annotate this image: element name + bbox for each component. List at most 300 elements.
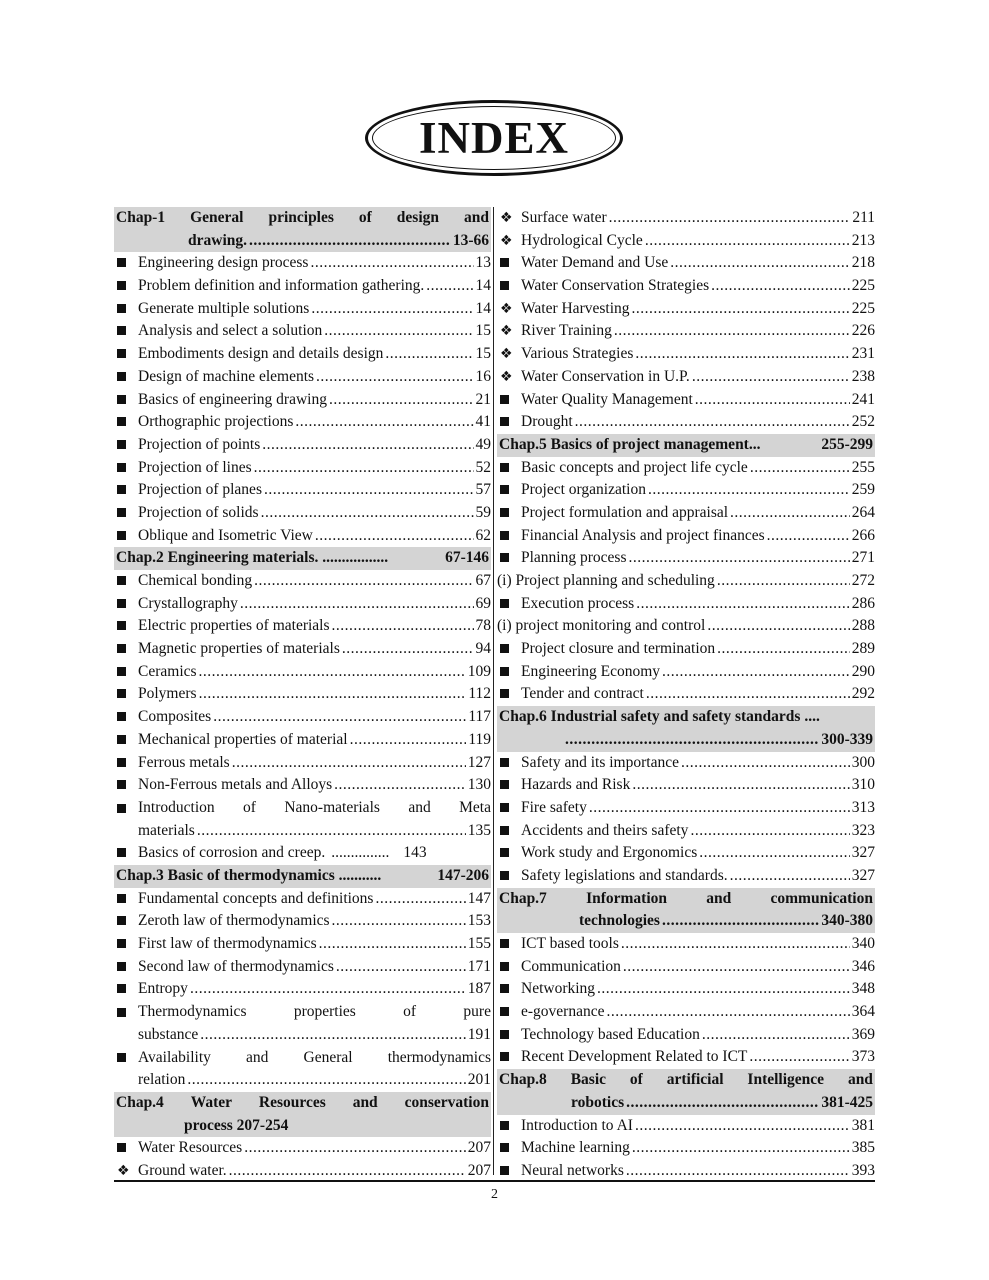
square-bullet-icon <box>114 667 138 676</box>
word: Nano-materials <box>284 798 380 816</box>
chapter-word: Chap.8 <box>499 1071 547 1089</box>
footer-rule <box>114 1180 875 1182</box>
item-page: 327 <box>851 866 875 884</box>
list-item <box>114 434 491 457</box>
chapter-page-range: 300-339 <box>821 730 873 748</box>
item-label: Water Conservation Strategies <box>521 277 710 295</box>
list-item <box>114 729 491 752</box>
list-item <box>114 797 491 842</box>
item-page: 264 <box>851 503 875 521</box>
list-item <box>114 411 491 434</box>
square-bullet-icon <box>497 258 521 267</box>
column-divider <box>493 207 494 1175</box>
square-bullet-icon <box>114 485 138 494</box>
list-item <box>114 320 491 343</box>
list-item <box>114 956 491 979</box>
square-bullet-icon <box>114 644 138 653</box>
item-label: Water Demand and Use <box>521 254 669 272</box>
list-item <box>114 389 491 412</box>
item-page: 373 <box>851 1048 875 1066</box>
item-label: Introduction to AI <box>521 1116 633 1134</box>
chapter-title-cont: robotics <box>571 1093 625 1111</box>
chapter-4-list-continued <box>497 207 875 434</box>
item-page: 255 <box>851 458 875 476</box>
chapter-word: and <box>847 1071 873 1089</box>
item-page: 369 <box>851 1025 875 1043</box>
list-item <box>497 207 875 230</box>
square-bullet-icon <box>114 304 138 313</box>
list-item <box>497 820 875 843</box>
item-label: Project organization <box>521 481 646 499</box>
item-label: Zeroth law of thermodynamics <box>138 912 330 930</box>
square-bullet-icon <box>114 621 138 630</box>
item-label: Ceramics <box>138 662 197 680</box>
chapter-title-cont: technologies <box>579 912 660 930</box>
item-page: 143 <box>403 844 427 862</box>
item-label: River Training <box>521 322 612 340</box>
list-item <box>497 547 875 570</box>
item-page: 213 <box>851 231 875 249</box>
item-page: 16 <box>475 367 491 385</box>
item-page: 289 <box>851 640 875 658</box>
item-label: Work study and Ergonomics <box>521 844 698 862</box>
chapter-word: Chap.7 <box>499 889 547 907</box>
list-item <box>497 593 875 616</box>
list-item <box>114 683 491 706</box>
item-page: 14 <box>475 299 491 317</box>
chapter-page-range: 67-146 <box>445 549 489 567</box>
item-page: 310 <box>851 776 875 794</box>
item-label: Execution process <box>521 594 635 612</box>
list-item <box>497 683 875 706</box>
list-item <box>114 502 491 525</box>
chapter-word: of <box>629 1071 643 1089</box>
list-item <box>497 479 875 502</box>
item-label: Orthographic projections <box>138 413 294 431</box>
item-page: 385 <box>851 1139 875 1157</box>
word: properties <box>293 1003 356 1021</box>
list-item <box>497 1024 875 1047</box>
chapter-word: Water <box>190 1093 233 1111</box>
item-page: 109 <box>467 662 491 680</box>
item-page: 290 <box>851 662 875 680</box>
square-bullet-icon <box>114 939 138 948</box>
square-bullet-icon <box>114 417 138 426</box>
item-page: 52 <box>475 458 491 476</box>
list-item <box>114 706 491 729</box>
item-page: 201 <box>467 1071 491 1089</box>
chapter-title: Chap.6 Industrial safety and safety standards .... <box>499 708 820 726</box>
diamond-bullet-icon: ❖ <box>500 300 513 317</box>
item-page: 112 <box>468 685 491 703</box>
item-label: Fundamental concepts and definitions <box>138 889 374 907</box>
square-bullet-icon <box>497 826 521 835</box>
item-label: Projection of solids <box>138 503 259 521</box>
item-page: 62 <box>475 526 491 544</box>
square-bullet-icon <box>114 894 138 903</box>
chapter-word: conservation <box>404 1093 489 1111</box>
item-page: 207 <box>467 1139 491 1157</box>
list-item <box>497 1001 875 1024</box>
square-bullet-icon <box>497 1166 521 1175</box>
item-page: 15 <box>475 322 491 340</box>
item-page: 364 <box>851 1003 875 1021</box>
list-item <box>497 1137 875 1160</box>
item-label: Embodiments design and details design <box>138 345 384 363</box>
item-label: Water Harvesting <box>521 299 630 317</box>
chapter-title: Chap.5 Basics of project management... <box>499 435 761 453</box>
item-label: ICT based tools <box>521 935 619 953</box>
item-label: Hazards and Risk <box>521 776 631 794</box>
item-page: 117 <box>468 708 491 726</box>
chapter-page-range: 13-66 <box>452 231 489 249</box>
item-page: 41 <box>475 413 491 431</box>
list-item <box>497 661 875 684</box>
leader-dots: ............... <box>331 844 390 862</box>
chapter-word: Basic <box>570 1071 607 1089</box>
chapter-title: Chap.2 Engineering materials. <box>116 549 319 567</box>
square-bullet-icon <box>497 485 521 494</box>
item-page: 153 <box>467 912 491 930</box>
chapter-title: Chap.3 Basic of thermodynamics <box>116 867 335 884</box>
item-label: Mechanical properties of material <box>138 730 348 748</box>
square-bullet-icon <box>114 1047 138 1070</box>
chapter-6-heading <box>497 706 875 751</box>
item-label: Various Strategies <box>521 345 634 363</box>
chapter-8-heading <box>497 1069 875 1114</box>
diamond-bullet-icon: ❖ <box>500 232 513 249</box>
list-item <box>497 978 875 1001</box>
list-item <box>497 570 875 593</box>
chapter-7-heading <box>497 888 875 933</box>
item-page: 313 <box>851 798 875 816</box>
word: of <box>403 1003 417 1021</box>
list-item <box>497 933 875 956</box>
list-item <box>497 502 875 525</box>
item-page: 187 <box>467 980 491 998</box>
item-page: 271 <box>851 549 875 567</box>
item-label: Non-Ferrous metals and Alloys <box>138 776 333 794</box>
item-label: Neural networks <box>521 1161 624 1179</box>
item-label: Projection of points <box>138 435 261 453</box>
item-page: 155 <box>467 935 491 953</box>
word: pure <box>463 1003 491 1021</box>
chapter-3-heading: Chap.3 Basic of thermodynamics ........... 147-206 <box>114 865 491 888</box>
list-item <box>114 978 491 1001</box>
word: of <box>243 798 256 816</box>
item-label: Project closure and termination <box>521 640 716 658</box>
chapter-page-range: 255-299 <box>821 435 873 453</box>
list-item <box>497 1046 875 1069</box>
word: Availability <box>138 1048 211 1066</box>
word: General <box>303 1048 353 1066</box>
square-bullet-icon <box>497 1007 521 1016</box>
chapter-title-cont: drawing. <box>188 231 247 249</box>
item-label: Basic concepts and project life cycle <box>521 458 748 476</box>
square-bullet-icon <box>497 939 521 948</box>
item-page: 327 <box>851 844 875 862</box>
square-bullet-icon <box>114 1143 138 1152</box>
chapter-1-heading <box>114 207 491 252</box>
item-label: (i) Project planning and scheduling <box>497 572 715 590</box>
square-bullet-icon <box>497 780 521 789</box>
item-label: Fire safety <box>521 798 587 816</box>
item-page: 69 <box>475 594 491 612</box>
list-item <box>114 842 491 865</box>
item-label: Electric properties of materials <box>138 617 330 635</box>
item-label: Magnetic properties of materials <box>138 640 340 658</box>
square-bullet-icon <box>114 531 138 540</box>
square-bullet-icon <box>497 599 521 608</box>
item-label: Accidents and theirs safety <box>521 821 689 839</box>
chapter-5-list <box>497 457 875 707</box>
item-label-cont: relation <box>138 1071 186 1089</box>
square-bullet-icon <box>114 984 138 993</box>
item-label: Water Quality Management <box>521 390 693 408</box>
item-page: 171 <box>467 957 491 975</box>
chapter-5-heading <box>497 434 875 457</box>
list-item <box>497 842 875 865</box>
item-label: Communication <box>521 957 621 975</box>
square-bullet-icon <box>114 463 138 472</box>
chapter-2-heading: Chap.2 Engineering materials. ................. 67-146 <box>114 547 491 570</box>
list-item <box>114 479 491 502</box>
item-label-cont: substance <box>138 1025 199 1043</box>
square-bullet-icon <box>114 349 138 358</box>
item-page: 300 <box>851 753 875 771</box>
list-item <box>497 956 875 979</box>
list-item <box>497 638 875 661</box>
item-label: (i) project monitoring and control <box>497 617 706 635</box>
list-item <box>497 774 875 797</box>
item-label: Machine learning <box>521 1139 630 1157</box>
diamond-bullet-icon: ❖ <box>500 346 513 363</box>
list-item <box>497 298 875 321</box>
square-bullet-icon <box>114 962 138 971</box>
list-item <box>497 252 875 275</box>
item-label: Projection of lines <box>138 458 252 476</box>
square-bullet-icon <box>497 803 521 812</box>
square-bullet-icon <box>114 689 138 698</box>
square-bullet-icon <box>497 962 521 971</box>
chapter-word: design <box>396 209 440 226</box>
item-page: 225 <box>851 277 875 295</box>
item-label: Surface water <box>521 209 607 226</box>
square-bullet-icon <box>114 735 138 744</box>
square-bullet-icon <box>114 281 138 290</box>
item-page: 211 <box>852 209 875 226</box>
item-label: Chemical bonding <box>138 572 253 590</box>
chapter-8-list <box>497 1115 875 1183</box>
word: Introduction <box>138 798 215 816</box>
chapter-word: Intelligence <box>747 1071 825 1089</box>
item-label: Planning process <box>521 549 627 567</box>
square-bullet-icon <box>497 508 521 517</box>
list-item <box>497 366 875 389</box>
item-label: Basics of engineering drawing <box>138 390 327 408</box>
page-title: INDEX <box>418 113 570 163</box>
item-label: Tender and contract <box>521 685 644 703</box>
index-title-badge <box>365 100 623 176</box>
list-item <box>114 638 491 661</box>
list-item <box>114 593 491 616</box>
item-label: Drought <box>521 413 573 431</box>
item-label: Problem definition and information gathering. <box>138 277 425 295</box>
item-page: 207 <box>467 1162 491 1180</box>
item-label: Analysis and select a solution <box>138 322 323 340</box>
item-label: Water Conservation in U.P. <box>521 367 690 385</box>
item-label: Technology based Education <box>521 1025 700 1043</box>
square-bullet-icon <box>114 848 138 857</box>
item-page: 191 <box>467 1025 491 1043</box>
item-label: Polymers <box>138 685 197 703</box>
chapter-word: artificial <box>666 1071 724 1089</box>
square-bullet-icon <box>114 258 138 267</box>
square-bullet-icon <box>497 984 521 993</box>
item-label: Engineering Economy <box>521 662 661 680</box>
list-item <box>497 797 875 820</box>
list-item <box>114 457 491 480</box>
list-item <box>497 389 875 412</box>
item-page: 393 <box>851 1161 875 1179</box>
list-item <box>114 933 491 956</box>
word: and <box>408 798 431 816</box>
item-page: 259 <box>851 481 875 499</box>
item-label: Ferrous metals <box>138 753 230 771</box>
square-bullet-icon <box>114 712 138 721</box>
chapter-word: and <box>706 889 732 907</box>
item-page: 127 <box>467 753 491 771</box>
square-bullet-icon <box>497 667 521 676</box>
chapter-word: Chap-1 <box>116 209 166 226</box>
item-page: 57 <box>475 481 491 499</box>
list-item <box>114 298 491 321</box>
item-label-cont: materials <box>138 821 195 839</box>
chapter-word: Chap.4 <box>116 1093 164 1111</box>
diamond-bullet-icon: ❖ <box>500 210 513 226</box>
page-number: 2 <box>491 1187 498 1202</box>
square-bullet-icon <box>114 372 138 381</box>
list-item <box>114 366 491 389</box>
list-item <box>114 570 491 593</box>
item-label: Composites <box>138 708 212 726</box>
list-item <box>497 320 875 343</box>
word: Meta <box>459 798 491 816</box>
square-bullet-icon <box>497 1052 521 1061</box>
list-item <box>114 774 491 797</box>
item-page: 226 <box>851 322 875 340</box>
item-page: 266 <box>851 526 875 544</box>
item-page: 135 <box>467 821 491 839</box>
list-item <box>114 752 491 775</box>
item-label: Water Resources <box>138 1139 243 1157</box>
chapter-word: General <box>190 209 244 226</box>
list-item <box>114 661 491 684</box>
square-bullet-icon <box>497 553 521 562</box>
list-item <box>114 1047 491 1092</box>
chapter-word: and <box>352 1093 378 1111</box>
item-page: 130 <box>467 776 491 794</box>
list-item <box>114 252 491 275</box>
item-page: 21 <box>475 390 491 408</box>
list-item <box>497 411 875 434</box>
item-label: Project formulation and appraisal <box>521 503 729 521</box>
item-page: 49 <box>475 435 491 453</box>
item-label: Second law of thermodynamics <box>138 957 334 975</box>
chapter-1-list <box>114 252 491 547</box>
square-bullet-icon <box>497 463 521 472</box>
square-bullet-icon <box>114 576 138 585</box>
square-bullet-icon <box>497 758 521 767</box>
item-page: 252 <box>851 413 875 431</box>
item-label: Safety legislations and standards. <box>521 866 728 884</box>
square-bullet-icon <box>114 758 138 767</box>
list-item <box>114 888 491 911</box>
item-page: 348 <box>851 980 875 998</box>
left-column <box>114 207 491 1183</box>
square-bullet-icon <box>497 644 521 653</box>
square-bullet-icon <box>497 848 521 857</box>
item-label: Financial Analysis and project finances <box>521 526 765 544</box>
item-page: 238 <box>851 367 875 385</box>
list-item <box>497 615 875 638</box>
item-page: 292 <box>851 685 875 703</box>
chapter-word: of <box>358 209 372 226</box>
item-page: 346 <box>851 957 875 975</box>
item-label: Safety and its importance <box>521 753 679 771</box>
word: and <box>246 1048 269 1066</box>
chapter-word: Information <box>586 889 668 907</box>
item-page: 241 <box>851 390 875 408</box>
list-item <box>497 1115 875 1138</box>
list-item <box>497 865 875 888</box>
square-bullet-icon <box>114 780 138 789</box>
chapter-word: principles <box>268 209 334 226</box>
item-page: 14 <box>475 277 491 295</box>
list-item <box>114 1137 491 1160</box>
right-column <box>497 207 875 1183</box>
chapter-word: communication <box>770 889 873 907</box>
word: Thermodynamics <box>138 1003 247 1021</box>
item-page: 323 <box>851 821 875 839</box>
chapter-page-range: 381-425 <box>821 1093 873 1111</box>
item-label: Crystallography <box>138 594 238 612</box>
list-item <box>497 752 875 775</box>
item-page: 218 <box>851 254 875 272</box>
item-label: Hydrological Cycle <box>521 231 643 249</box>
square-bullet-icon <box>114 440 138 449</box>
item-page: 225 <box>851 299 875 317</box>
word: thermodynamics <box>387 1048 491 1066</box>
item-page: 59 <box>475 503 491 521</box>
item-page: 286 <box>851 594 875 612</box>
list-item <box>114 343 491 366</box>
square-bullet-icon <box>497 871 521 880</box>
diamond-bullet-icon: ❖ <box>500 368 513 385</box>
list-item <box>497 525 875 548</box>
list-item <box>497 275 875 298</box>
square-bullet-icon <box>114 797 138 820</box>
item-label: Design of machine elements <box>138 367 315 385</box>
item-label: Engineering design process <box>138 254 309 272</box>
diamond-bullet-icon: ❖ <box>500 323 513 340</box>
item-page: 272 <box>851 572 875 590</box>
item-label: Entropy <box>138 980 188 998</box>
chapter-page-range: 340-380 <box>821 912 873 930</box>
list-item <box>497 343 875 366</box>
item-page: 147 <box>467 889 491 907</box>
square-bullet-icon <box>114 599 138 608</box>
